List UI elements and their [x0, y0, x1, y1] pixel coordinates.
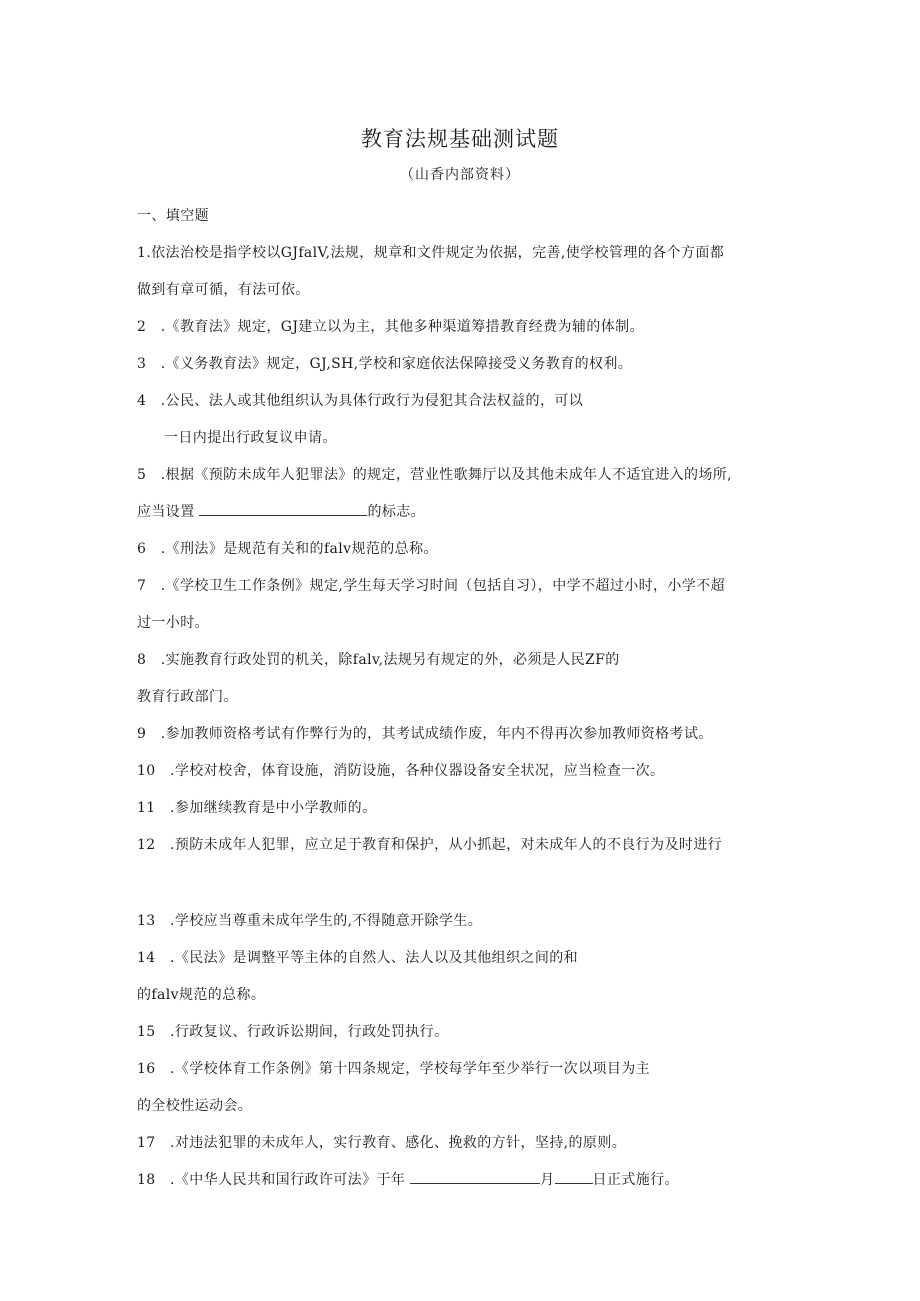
question-17: 17 .对违法犯罪的未成年人，实行教育、感化、挽救的方针，坚持,的原则。	[137, 1135, 627, 1151]
question-1: 1.依法治校是指学校以GJfalV,法规，规章和文件规定为依据，完善,使学校管理的各个方面都	[137, 245, 725, 261]
document-title: 教育法规基础测试题	[361, 127, 559, 151]
answer-blank-month	[555, 1169, 593, 1184]
question-4-continued: 一日内提出行政复议申请。	[164, 430, 337, 446]
question-8: 8 .实施教育行政处罚的机关，除falv,法规另有规定的外，必须是人民ZF的	[137, 652, 620, 668]
question-18-text-after-blank: 日正式施行。	[592, 1172, 679, 1188]
question-10: 10 .学校对校舍，体育设施，消防设施，各种仪器设备安全状况，应当检查一次。	[137, 763, 665, 779]
section-heading: 一、填空题	[137, 208, 209, 224]
question-11: 11 .参加继续教育是中小学教师的。	[137, 800, 377, 816]
question-16: 16 .《学校体育工作条例》第十四条规定，学校每学年至少举行一次以项目为主	[137, 1061, 651, 1077]
question-6: 6 .《刑法》是规范有关和的falv规范的总称。	[137, 541, 438, 557]
question-8-continued: 教育行政部门。	[137, 689, 238, 705]
question-9: 9 .参加教师资格考试有作弊行为的，其考试成绩作废，年内不得再次参加教师资格考试。	[137, 726, 713, 742]
question-5-text-before-blank: 应当设置	[137, 504, 195, 520]
question-5-text-after-blank: 的标志。	[367, 504, 426, 520]
question-4: 4 .公民、法人或其他组织认为具体行政行为侵犯其合法权益的，可以	[137, 393, 584, 409]
answer-blank-year	[410, 1169, 540, 1184]
question-15: 15 .行政复议、行政诉讼期间，行政处罚执行。	[137, 1024, 449, 1040]
question-3: 3 .《义务教育法》规定，GJ,SH,学校和家庭依法保障接受义务教育的权利。	[137, 356, 633, 372]
question-7: 7 .《学校卫生工作条例》规定,学生每天学习时间（包括自习），中学不超过小时，小学不超	[137, 578, 726, 594]
question-18-month-label: 月	[540, 1172, 555, 1188]
document-subtitle: （山香内部资料）	[400, 167, 520, 183]
question-13: 13 .学校应当尊重未成年学生的,不得随意开除学生。	[137, 913, 483, 929]
question-5-continued	[137, 501, 425, 521]
question-5: 5 .根据《预防未成年人犯罪法》的规定，营业性歌舞厅以及其他未成年人不适宜进入的场所,	[137, 467, 733, 483]
question-18-text-before-blank: 18 .《中华人民共和国行政许可法》于年	[137, 1172, 406, 1188]
question-16-continued: 的全校性运动会。	[137, 1098, 253, 1114]
question-14-continued: 的falv规范的总称。	[137, 987, 266, 1003]
question-12: 12 .预防未成年人犯罪，应立足于教育和保护，从小抓起，对未成年人的不良行为及时进行	[137, 837, 723, 853]
question-1-continued: 做到有章可循，有法可依。	[137, 282, 310, 298]
question-14: 14 .《民法》是调整平等主体的自然人、法人以及其他组织之间的和	[137, 950, 579, 966]
question-18	[137, 1169, 679, 1189]
answer-blank	[199, 501, 367, 516]
question-2: 2 .《教育法》规定，GJ建立以为主，其他多种渠道筹措教育经费为辅的体制。	[137, 319, 644, 335]
question-7-continued: 过一小时。	[137, 615, 209, 631]
